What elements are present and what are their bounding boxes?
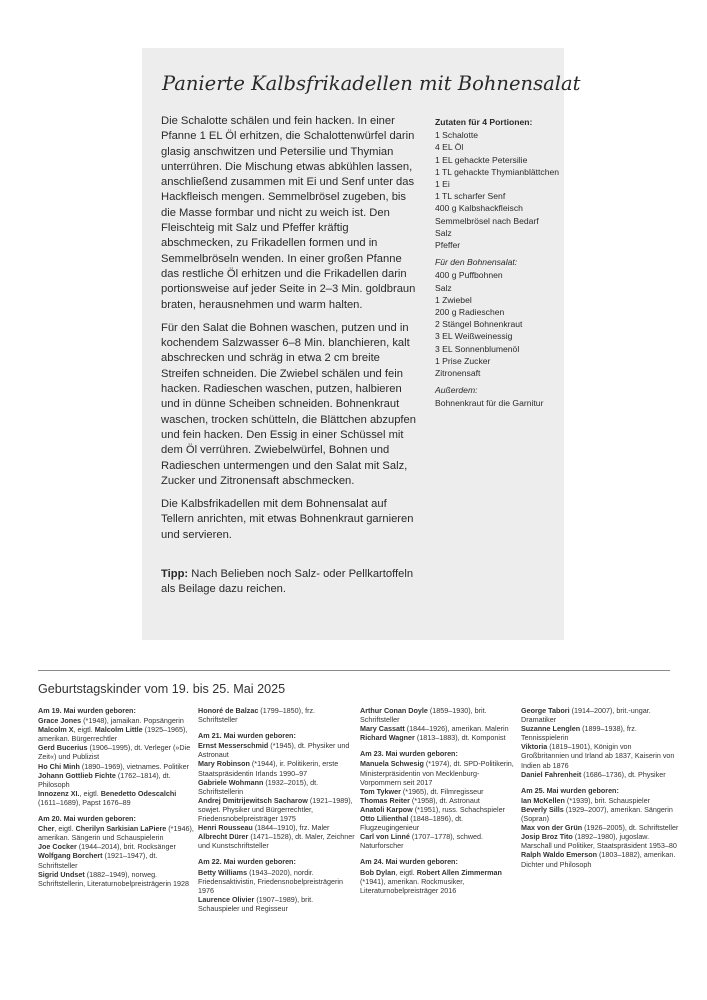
birthday-entry	[521, 724, 679, 742]
birthdays-title: Geburtstagskinder vom 19. bis 25. Mai 2025	[38, 682, 286, 696]
birthday-entry	[38, 842, 196, 851]
person-description: (*1939), brit. Schauspieler	[564, 795, 651, 805]
birthday-entry	[360, 759, 518, 786]
person-description: (*1944), ir. Politikerin, erste Staatspräsidentin Irlands 1990–97	[198, 759, 339, 778]
person-name: Malcolm X	[38, 725, 74, 735]
person-description: (1803–1882), amerikan. Dichter und Philosoph	[521, 850, 676, 869]
person-name: Viktoria	[521, 742, 548, 752]
recipe-panel	[142, 48, 581, 640]
birthday-entry	[521, 742, 679, 769]
section-divider	[38, 670, 670, 671]
ingredients-main	[435, 129, 563, 251]
ingredient-item: 1 Zwiebel	[435, 294, 472, 305]
birthday-column-1	[38, 706, 196, 888]
person-name: Bob Dylan	[360, 867, 396, 877]
person-description: (1762–1814), dt. Philosoph	[38, 770, 171, 789]
person-name: Thomas Reiter	[360, 795, 410, 805]
birthday-entry	[38, 762, 196, 771]
person-name: Beverly Sills	[521, 804, 564, 814]
birthday-entry	[521, 805, 679, 823]
person-name: Otto Lilienthal	[360, 814, 409, 824]
birthday-entry	[360, 724, 518, 733]
person-description: , eigtl.	[54, 824, 76, 834]
birthday-column-4	[521, 706, 679, 869]
ingredient-item: Pfeffer	[435, 240, 461, 251]
person-description: (*1941), amerikan. Rockmusiker, Literaturnobelpreisträger 2016	[360, 876, 465, 895]
person-description: (1882–1949), norweg. Schriftstellerin, Literaturnobelpreisträgerin 1928	[38, 869, 190, 888]
birthday-entry	[198, 823, 356, 832]
birthday-entry	[198, 741, 356, 759]
ingredient-item: 3 EL Sonnenblumenöl	[435, 343, 520, 354]
person-name: Robert Allen Zimmerman	[416, 867, 502, 877]
person-description: (1906–1995), dt. Verleger (»Die Zeit«) und Publizist	[38, 743, 191, 762]
birthday-entry	[521, 796, 679, 805]
birthday-entry	[360, 832, 518, 850]
ingredient-item: Semmelbrösel nach Bedarf	[435, 215, 539, 226]
ingredient-item: 1 TL gehackte Thymianblättchen	[435, 166, 560, 177]
birthday-date-heading: Am 21. Mai wurden geboren:	[198, 731, 296, 741]
birthday-entry	[521, 823, 679, 832]
person-name: Joe Cocker	[38, 842, 77, 852]
ingredient-item: 400 g Puffbohnen	[435, 270, 503, 281]
instruction-paragraph: Für den Salat die Bohnen waschen, putzen und in kochendem Salzwasser 6–8 Min. blanchieren, kalt abschrecken und schräg in etwa 2 cm breite Streifen schneiden. Die Zwiebel schälen und fein hacken. Radieschen waschen, putzen, halbieren und in dünne Scheiben schneiden. Bohnenkraut waschen, trocken schütteln, die Blättchen abzupfen und fein hacken. Den Essig in einer Schüssel mit dem Öl verrühren. Zwiebelwürfel, Bohnen und Radieschen untermengen und den Salat mit Salz, Zucker und Zitronensaft abschmecken.	[161, 321, 416, 487]
birthday-entry	[198, 759, 356, 777]
person-description: , eigtl.	[73, 725, 95, 735]
person-description: (1929–2007), amerikan. Sängerin (Sopran)	[521, 804, 673, 824]
birthday-column-2	[198, 706, 356, 913]
ingredients-list	[435, 116, 563, 410]
person-name: Johann Gottlieb Fichte	[38, 770, 116, 780]
person-description: (1813–1883), dt. Komponist	[414, 733, 506, 743]
person-description: (1707–1778), schwed. Naturforscher	[360, 832, 484, 851]
person-description: (1819–1901), Königin von Großbritannien und Irland ab 1837, Kaiserin von Indien ab 1876	[521, 742, 675, 770]
birthday-date-heading: Am 23. Mai wurden geboren:	[360, 749, 458, 759]
person-description: (1926–2005), dt. Schriftsteller	[582, 823, 679, 833]
person-name: Ernst Messerschmid	[198, 741, 269, 751]
person-description: (1844–1910), frz. Maler	[252, 823, 330, 833]
ingredient-item: Salz	[435, 227, 452, 238]
person-description: (1892–1980), jugoslaw. Marschall und Politiker, Staatspräsident 1953–80	[521, 832, 677, 851]
person-description: (*1951), russ. Schachspieler	[412, 804, 506, 814]
person-name: Cher	[38, 824, 55, 834]
birthday-entry	[198, 868, 356, 895]
ingredient-item: 1 Schalotte	[435, 130, 478, 141]
instruction-paragraph: Die Schalotte schälen und fein hacken. In einer Pfanne 1 EL Öl erhitzen, die Schalottenwürfel darin glasig anschwitzen und Petersilie und Thymian unterrühren. Die Mischung etwas abkühlen lassen, anschließend zusammen mit Ei und Senf unter das Hackfleisch mengen. Semmelbrösel zugeben, bis die Masse formbar und nicht zu weich ist. Den Fleischteig mit Salz und Pfeffer kräftig abschmecken, zu Frikadellen formen und in Semmelbröseln wenden. In einer großen Pfanne das restliche Öl erhitzen und die Frikadellen darin portionsweise auf jeder Seite in 2–3 Min. goldbraun braten, herausnehmen und warm halten.	[161, 115, 416, 311]
person-description: (1611–1689), Papst 1676–89	[38, 797, 131, 807]
birthday-entry	[38, 716, 196, 725]
birthday-entry	[198, 895, 356, 913]
person-name: Andrej Dmitrijewitsch Sacharow	[198, 795, 308, 805]
person-name: Henri Rousseau	[198, 823, 253, 833]
person-name: Anatoli Karpow	[360, 804, 413, 814]
person-name: Arthur Conan Doyle	[360, 706, 428, 715]
person-description: (1799–1850), frz. Schriftsteller	[198, 706, 316, 725]
person-name: Honoré de Balzac	[198, 706, 259, 715]
ingredient-item: 1 Ei	[435, 179, 450, 190]
person-description: (1921–1947), dt. Schriftsteller	[38, 851, 158, 870]
ingredient-item: 4 EL Öl	[435, 142, 464, 153]
person-name: Carl von Linné	[360, 832, 410, 842]
person-description: (1925–1965), amerikan. Bürgerrechtler	[38, 725, 188, 744]
ingredient-item: 1 Prise Zucker	[435, 355, 491, 366]
person-name: Suzanne Lenglen	[521, 724, 581, 734]
ingredient-item: 1 EL gehackte Petersilie	[435, 154, 528, 165]
person-name: Gabriele Wohmann	[198, 777, 264, 787]
extra-heading: Außerdem:	[435, 385, 478, 396]
person-name: Manuela Schwesig	[360, 759, 424, 769]
person-description: (1914–2007), brit.-ungar. Dramatiker	[521, 706, 651, 725]
tip-text: Nach Belieben noch Salz- oder Pellkartoffeln als Beilage dazu reichen.	[161, 568, 414, 596]
birthday-entry	[521, 706, 679, 724]
ingredient-item: Bohnenkraut für die Garnitur	[435, 398, 544, 409]
birthday-entry	[521, 770, 679, 779]
person-description: (1848–1896), dt. Flugzeugingenieur	[360, 814, 464, 833]
birthday-entry	[38, 870, 196, 888]
person-description: (1932–2015), dt. Schriftstellerin	[198, 777, 319, 796]
birthday-entry	[38, 743, 196, 761]
person-description: (*1958), dt. Astronaut	[409, 795, 480, 805]
person-description: (1943–2020), nordir. Friedensaktivistin, Friedensnobelpreisträgerin 1976	[198, 867, 344, 895]
person-name: Wolfgang Borchert	[38, 851, 103, 861]
person-name: Malcolm Little	[94, 725, 143, 735]
ingredient-item: 2 Stängel Bohnenkraut	[435, 319, 523, 330]
birthday-entry	[360, 787, 518, 796]
person-name: Laurence Olivier	[198, 894, 255, 904]
birthday-entry	[360, 733, 518, 742]
person-name: Daniel Fahrenheit	[521, 769, 582, 779]
ingredient-item: 3 EL Weißweinessig	[435, 331, 513, 342]
birthday-entry	[360, 805, 518, 814]
birthday-date-heading: Am 22. Mai wurden geboren:	[198, 857, 296, 867]
ingredients-heading: Zutaten für 4 Portionen:	[435, 117, 533, 127]
person-name: Mary Cassatt	[360, 724, 405, 734]
person-name: Tom Tykwer	[360, 786, 401, 796]
person-description: (1944–2014), brit. Rocksänger	[76, 842, 176, 852]
birthday-entry	[38, 789, 196, 807]
person-name: Sigrid Undset	[38, 869, 85, 879]
birthday-date-heading: Am 20. Mai wurden geboren:	[38, 814, 136, 824]
person-name: Ian McKellen	[521, 795, 565, 805]
birthday-column-3	[360, 706, 518, 895]
birthday-entry	[360, 868, 518, 895]
person-name: Richard Wagner	[360, 733, 415, 743]
person-description: (1899–1938), frz. Tennisspielerin	[521, 724, 637, 743]
person-name: Josip Broz Tito	[521, 832, 573, 842]
person-name: George Tabori	[521, 706, 570, 715]
ingredients-salad	[435, 269, 563, 379]
person-description: (1890–1969), vietnames. Politiker	[79, 761, 189, 771]
person-description: (*1945), dt. Physiker und Astronaut	[198, 741, 350, 760]
salad-heading: Für den Bohnensalat:	[435, 257, 518, 268]
birthday-date-heading: Am 24. Mai wurden geboren:	[360, 857, 458, 867]
person-name: Grace Jones	[38, 716, 82, 726]
person-name: Mary Robinson	[198, 759, 250, 769]
ingredient-item: Zitronensaft	[435, 368, 481, 379]
person-description: (1921–1989), sowjet. Physiker und Bürgerrechtler, Friedensnobelpreisträger 1975	[198, 795, 353, 824]
person-description: , eigtl.	[79, 788, 101, 798]
recipe-instructions	[161, 114, 419, 606]
person-name: Betty Williams	[198, 867, 248, 877]
recipe-tip	[161, 567, 419, 598]
person-name: Innozenz XI.	[38, 788, 80, 798]
birthday-entry	[360, 814, 518, 832]
person-name: Ralph Waldo Emerson	[521, 850, 598, 860]
person-description: (1859–1930), brit. Schriftsteller	[360, 706, 487, 725]
birthday-entry	[38, 851, 196, 869]
person-description: (*1946), amerikan. Sängerin und Schauspielerin	[38, 824, 194, 843]
recipe-title: Panierte Kalbsfrikadellen mit Bohnensalat	[162, 72, 581, 95]
person-name: Gerd Bucerius	[38, 743, 88, 753]
person-description: (*1965), dt. Filmregisseur	[400, 786, 484, 796]
person-description: (1907–1989), brit. Schauspieler und Regisseur	[198, 894, 314, 913]
birthday-entry	[360, 796, 518, 805]
person-description: (*1948), jamaikan. Popsängerin	[81, 716, 184, 726]
birthday-entry	[198, 832, 356, 850]
birthday-entry	[521, 832, 679, 850]
ingredient-item: Salz	[435, 282, 452, 293]
ingredient-item: 400 g Kalbshackfleisch	[435, 203, 523, 214]
person-description: (1844–1926), amerikan. Malerin	[404, 724, 509, 734]
person-description: , eigtl.	[395, 867, 417, 877]
ingredient-item: 1 TL scharfer Senf	[435, 191, 506, 202]
birthday-entry	[521, 850, 679, 868]
birthday-entry	[198, 778, 356, 796]
birthday-entry	[38, 725, 196, 743]
birthday-date-heading: Am 19. Mai wurden geboren:	[38, 706, 136, 715]
ingredients-extra	[435, 397, 563, 409]
person-name: Albrecht Dürer	[198, 832, 249, 842]
person-name: Benedetto Odescalchi	[100, 788, 177, 798]
birthday-entry	[38, 771, 196, 789]
tip-label: Tipp:	[161, 568, 189, 581]
instruction-paragraph: Die Kalbsfrikadellen mit dem Bohnensalat auf Tellern anrichten, mit etwas Bohnenkraut garnieren und servieren.	[161, 498, 414, 541]
person-name: Max von der Grün	[521, 823, 583, 833]
birthday-entry	[198, 706, 356, 724]
person-description: (*1974), dt. SPD-Politikerin, Ministerpräsidentin von Mecklenburg-Vorpommern seit 2017	[360, 759, 514, 787]
person-name: Cherilyn Sarkisian LaPiere	[75, 824, 167, 834]
person-description: (1686–1736), dt. Physiker	[581, 769, 666, 779]
birthday-entry	[198, 796, 356, 823]
birthday-date-heading: Am 25. Mai wurden geboren:	[521, 785, 619, 795]
person-name: Ho Chi Minh	[38, 761, 80, 771]
ingredient-item: 200 g Radieschen	[435, 307, 505, 318]
person-description: (1471–1528), dt. Maler, Zeichner und Kunstschriftsteller	[198, 832, 355, 851]
birthday-entry	[38, 824, 196, 842]
birthday-entry	[360, 706, 518, 724]
